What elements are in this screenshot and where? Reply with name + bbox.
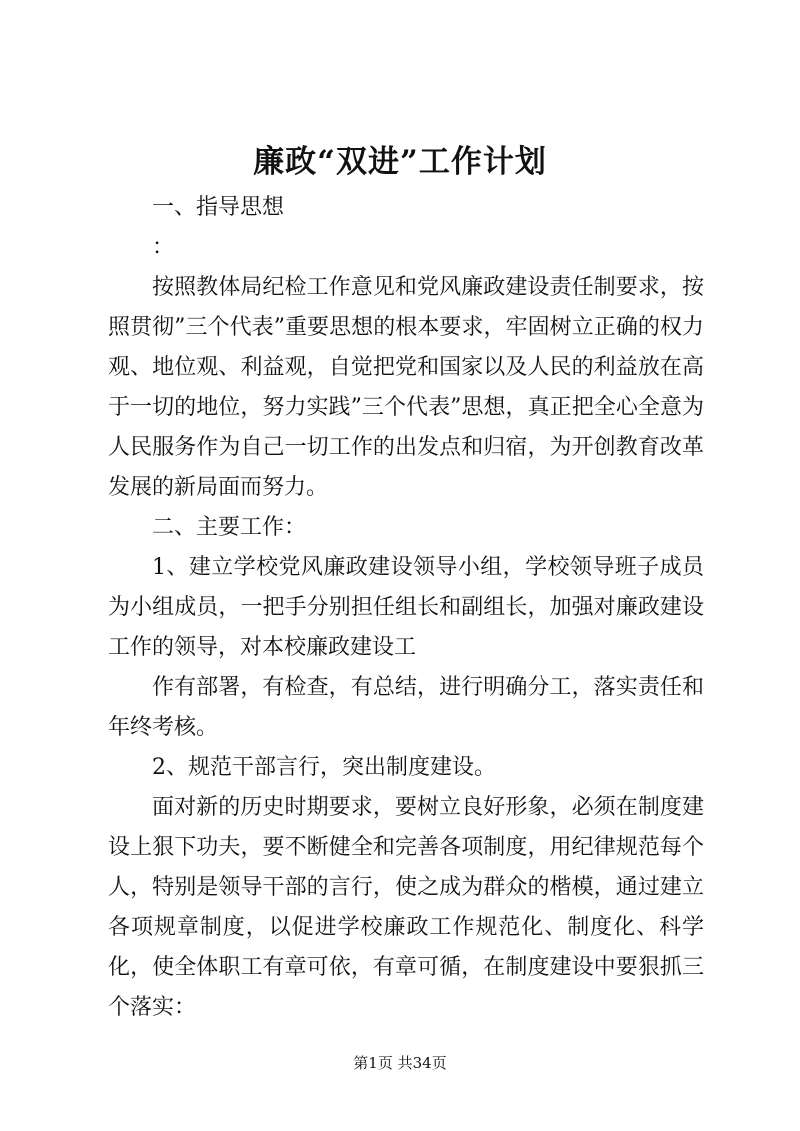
paragraph-guiding-ideology: 按照教体局纪检工作意见和党风廉政建设责任制要求，按照贯彻”三个代表”重要思想的根本要求，牢固树立正确的权力观、地位观、利益观，自觉把党和国家以及人民的利益放在高于一切的地位，努力实践”三个代表”思想，真正把全心全意为人民服务作为自己一切工作的出发点和归宿，为开创教育改革发展的新局面而努力。 — [108, 275, 704, 500]
paragraph-item-1: 1、建立学校党风廉政建设领导小组，学校领导班子成员为小组成员，一把手分别担任组长和副组长，加强对廉政建设工作的领导，对本校廉政建设工 — [108, 555, 704, 660]
document-title: 廉政“双进”工作计划 — [253, 144, 547, 180]
section-heading-guiding-ideology: 一、指导思想 — [152, 195, 285, 220]
paragraph-item-2-detail: 面对新的历史时期要求，要树立良好形象，必须在制度建设上狠下功夫，要不断健全和完善各项制度，用纪律规范每个人，特别是领导干部的言行，使之成为群众的楷模，通过建立各项规章制度，以促进学校廉政工作规范化、制度化、科学化，使全体职工有章可依，有章可循，在制度建设中要狠抓三个落实： — [108, 795, 704, 1020]
document-body — [108, 188, 704, 1028]
paragraph-item-2: 2、规范干部言行，突出制度建设。 — [152, 755, 496, 780]
paragraph-item-1-continued: 作有部署，有检查，有总结，进行明确分工，落实责任和年终考核。 — [108, 675, 704, 740]
page-number-footer: 第1页 共34页 — [353, 1054, 447, 1072]
colon-line: ： — [152, 235, 175, 260]
section-heading-main-work: 二、主要工作： — [152, 515, 307, 540]
